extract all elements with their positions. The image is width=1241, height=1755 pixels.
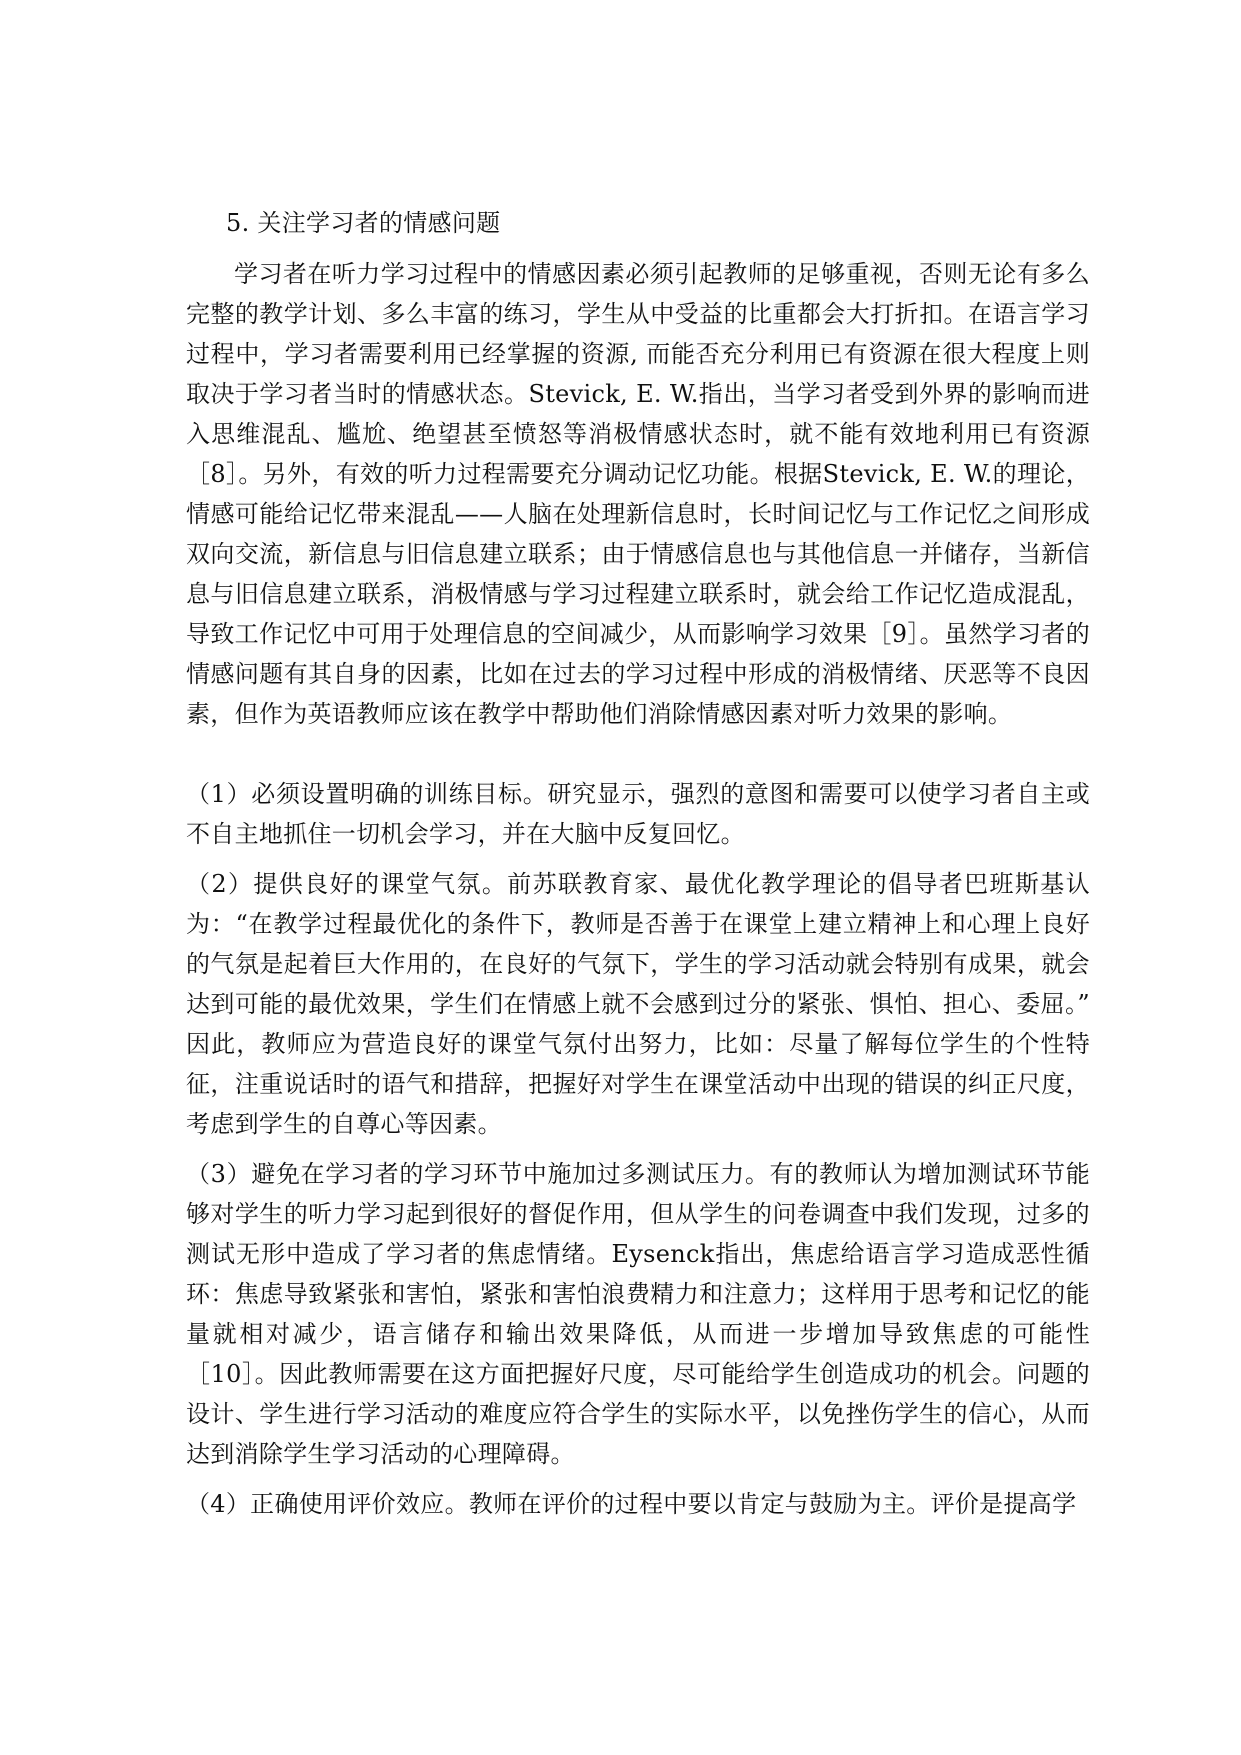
list-item-1: （1）必须设置明确的训练目标。研究显示，强烈的意图和需要可以使学习者自主或不自主地抓住一切机会学习，并在大脑中反复回忆。 — [186, 780, 1090, 848]
paragraph-spacer — [186, 734, 1090, 774]
document-body — [186, 200, 1090, 1534]
list-item-4: （4）正确使用评价效应。教师在评价的过程中要以肯定与鼓励为主。评价是提高学 — [186, 1490, 1077, 1518]
section-heading: 5. 关注学习者的情感问题 — [226, 209, 501, 237]
list-item-2: （2）提供良好的课堂气氛。前苏联教育家、最优化教学理论的倡导者巴班斯基认为：“在教学过程最优化的条件下，教师是否善于在课堂上建立精神上和心理上良好的气氛是起着巨大作用的，在良好的气氛下，学生的学习活动就会特别有成果，就会达到可能的最优效果，学生们在情感上就不会感到过分的紧张、惧怕、担心、委屈。” 因此，教师应为营造良好的课堂气氛付出努力，比如：尽量了解每位学生的个性特征，注重说话时的语气和措辞，把握好对学生在课堂活动中出现的错误的纠正尺度，考虑到学生的自尊心等因素。 — [186, 870, 1090, 1138]
intro-paragraph: 学习者在听力学习过程中的情感因素必须引起教师的足够重视，否则无论有多么完整的教学计划、多么丰富的练习，学生从中受益的比重都会大打折扣。在语言学习过程中，学习者需要利用已经掌握的资源, 而能否充分利用已有资源在很大程度上则取决于学习者当时的情感状态。Stevick, E. W.指出，当学习者受到外界的影响而进入思维混乱、尴尬、绝望甚至愤怒等消极情感状态时，就不能有效地利用已有资源［8］。另外，有效的听力过程需要充分调动记忆功能。根据Stevick, E. W.的理论，情感可能给记忆带来混乱——人脑在处理新信息时，长时间记忆与工作记忆之间形成双向交流，新信息与旧信息建立联系；由于情感信息也与其他信息一并储存，当新信息与旧信息建立联系，消极情感与学习过程建立联系时，就会给工作记忆造成混乱，导致工作记忆中可用于处理信息的空间减少，从而影响学习效果［9］。虽然学习者的情感问题有其自身的因素，比如在过去的学习过程中形成的消极情绪、厌恶等不良因素，但作为英语教师应该在教学中帮助他们消除情感因素对听力效果的影响。 — [186, 260, 1090, 728]
list-item-3: （3）避免在学习者的学习环节中施加过多测试压力。有的教师认为增加测试环节能够对学生的听力学习起到很好的督促作用，但从学生的问卷调查中我们发现，过多的测试无形中造成了学习者的焦虑情绪。Eysenck指出，焦虑给语言学习造成恶性循环：焦虑导致紧张和害怕，紧张和害怕浪费精力和注意力；这样用于思考和记忆的能量就相对减少，语言储存和输出效果降低，从而进一步增加导致焦虑的可能性［10］。因此教师需要在这方面把握好尺度，尽可能给学生创造成功的机会。问题的设计、学生进行学习活动的难度应符合学生的实际水平，以免挫伤学生的信心，从而达到消除学生学习活动的心理障碍。 — [186, 1160, 1090, 1468]
